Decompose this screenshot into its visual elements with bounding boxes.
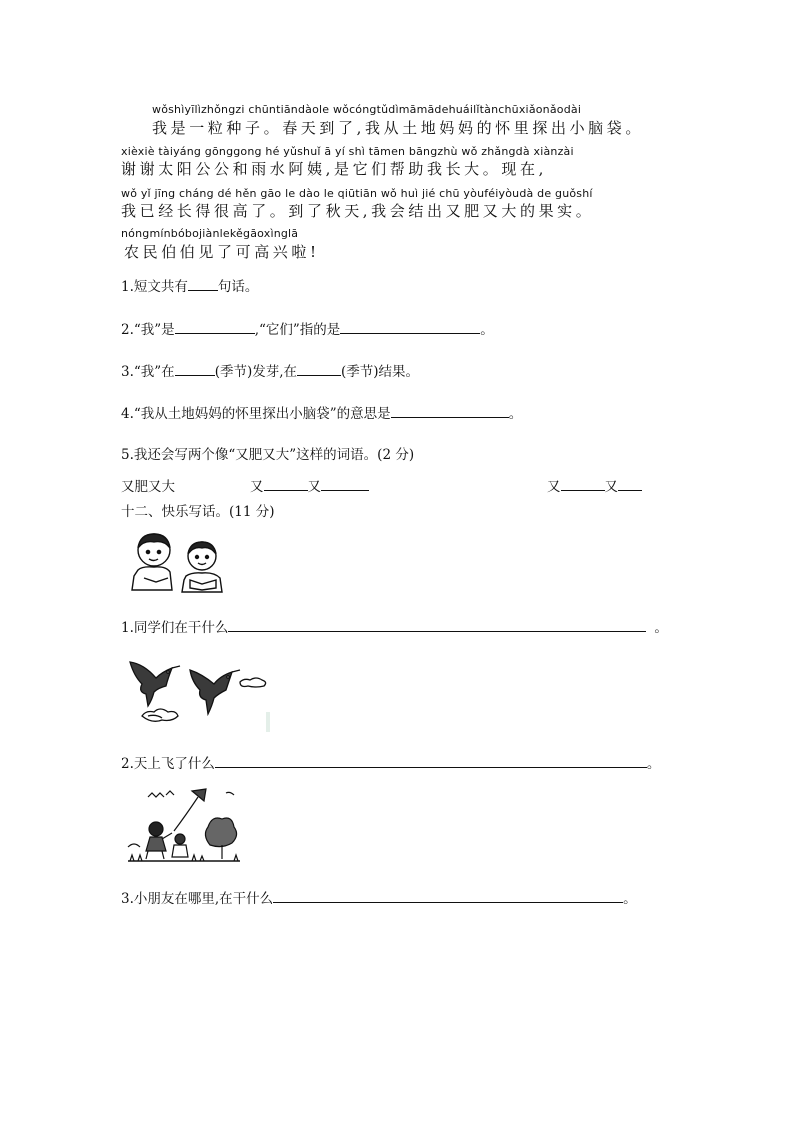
pinyin-line-3: wǒ yǐ jīng cháng dé hěn gāo le dào le qiūtiān wǒ huì jié chū yòuféiyòudà de guǒshí <box>121 187 593 200</box>
question-2 <box>121 318 494 338</box>
writing-line-1[interactable] <box>228 617 646 632</box>
word-pattern-1 <box>250 475 369 495</box>
passage-line-3: 我已经长得很高了。到了秋天,我会结出又肥又大的果实。 <box>121 202 595 220</box>
question-3 <box>121 360 419 380</box>
passage-line-1: 我是一粒种子。春天到了,我从土地妈妈的怀里探出小脑袋。 <box>152 119 644 137</box>
question-2-end: 。 <box>480 322 494 338</box>
you-char: 又 <box>307 479 321 495</box>
answer-blank-2a[interactable] <box>175 319 255 334</box>
answer-blank-3a[interactable] <box>175 361 215 376</box>
question-3-end: (季节)结果。 <box>341 364 420 380</box>
writing-prompt-1-text: 1.同学们在干什么 <box>121 620 229 636</box>
kite-flying-image <box>126 785 242 867</box>
question-2-text: 2.“我”是 <box>121 322 175 338</box>
pinyin-line-2: xièxiè tàiyáng gōnggong hé yǔshuǐ ā yí shì tāmen bāngzhù wǒ zhǎngdà xiànzài <box>121 145 574 158</box>
answer-blank-5a[interactable] <box>264 476 308 491</box>
answer-blank-4[interactable] <box>391 403 509 418</box>
you-char: 又 <box>250 479 264 495</box>
birds-flying-image <box>122 652 272 736</box>
children-reading-image <box>124 530 232 596</box>
question-3-text: 3.“我”在 <box>121 364 175 380</box>
pinyin-line-1: wǒshìyīlìzhǒngzi chūntiāndàole wǒcóngtǔdìmāmādehuáilǐtànchūxiǎonǎodài <box>152 103 582 116</box>
you-char: 又 <box>547 479 561 495</box>
question-2-mid: ,“它们”指的是 <box>254 322 341 338</box>
question-4 <box>121 402 522 422</box>
question-1 <box>121 275 258 295</box>
writing-line-3[interactable] <box>273 888 623 903</box>
writing-prompt-1-end: 。 <box>654 620 668 636</box>
answer-blank-5d[interactable] <box>618 476 642 491</box>
example-word: 又肥又大 <box>121 479 175 495</box>
writing-prompt-2 <box>121 752 660 772</box>
pinyin-line-4: nóngmínbóbojiànlekěgāoxìnglā <box>121 227 299 240</box>
question-4-end: 。 <box>508 406 523 422</box>
writing-prompt-3-text: 3.小朋友在哪里,在干什么 <box>121 891 274 907</box>
passage-line-2: 谢谢太阳公公和雨水阿姨,是它们帮助我长大。现在, <box>121 160 547 178</box>
question-1-suffix: 句话。 <box>217 279 259 295</box>
question-3-mid: (季节)发芽,在 <box>214 364 298 380</box>
writing-prompt-2-end: 。 <box>646 756 661 772</box>
answer-blank-5c[interactable] <box>561 476 605 491</box>
question-4-text: 4.“我从土地妈妈的怀里探出小脑袋”的意思是 <box>121 406 391 422</box>
answer-blank-5b[interactable] <box>321 476 369 491</box>
writing-prompt-3-end: 。 <box>623 891 637 907</box>
answer-blank-3b[interactable] <box>297 361 341 376</box>
question-5: 5.我还会写两个像“又肥又大”这样的词语。(2 分) <box>121 447 415 463</box>
answer-blank-1[interactable] <box>188 276 218 291</box>
word-pattern-2 <box>547 475 642 495</box>
writing-prompt-1 <box>121 616 668 636</box>
you-char: 又 <box>604 479 618 495</box>
answer-blank-2b[interactable] <box>340 319 480 334</box>
writing-prompt-3 <box>121 887 637 907</box>
writing-prompt-2-text: 2.天上飞了什么 <box>121 756 215 772</box>
section-12-title: 十二、快乐写话。(11 分) <box>121 504 275 520</box>
question-1-text: 1.短文共有 <box>121 279 188 295</box>
writing-line-2[interactable] <box>215 753 647 768</box>
passage-line-4: 农民伯伯见了可高兴啦! <box>124 243 320 261</box>
